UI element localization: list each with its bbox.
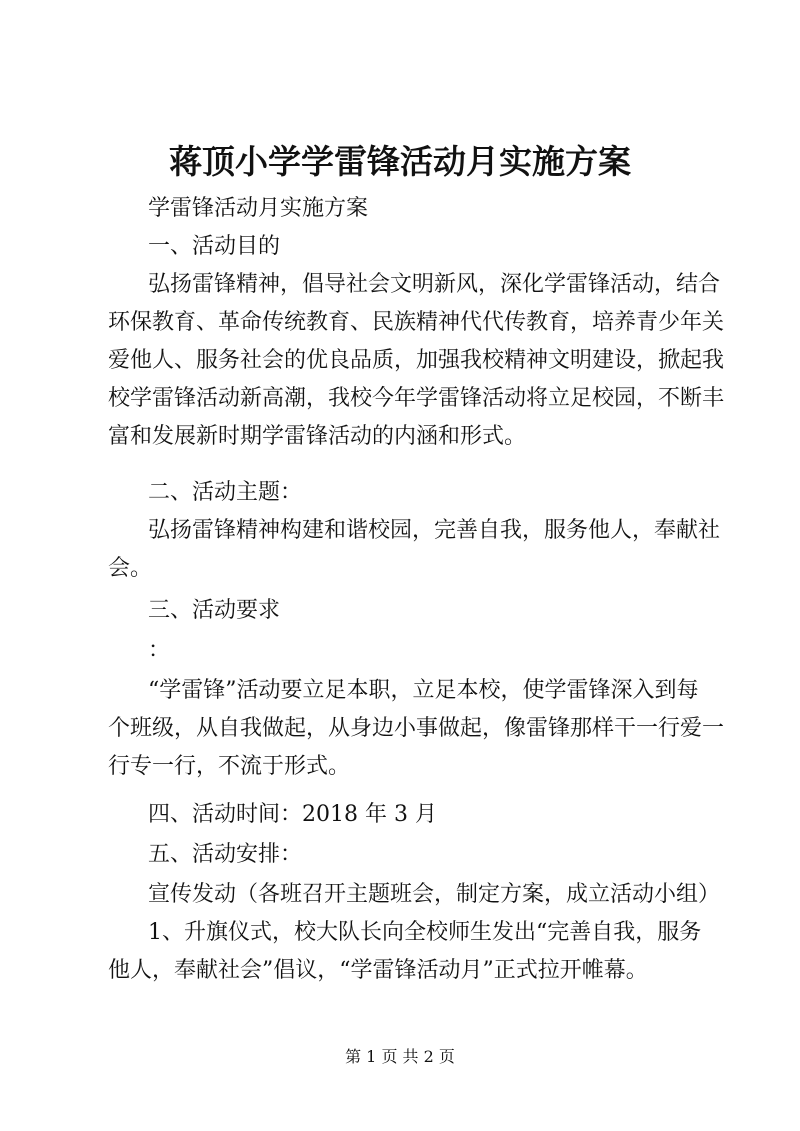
section1-line: 校学雷锋活动新高潮，我校今年学雷锋活动将立足校园，不断丰 <box>108 386 725 411</box>
section4-heading <box>108 796 708 834</box>
section3-heading <box>108 592 708 630</box>
subtitle-text: 学雷锋活动月实施方案 <box>148 196 369 221</box>
document-title: 蒋顶小学学雷锋活动月实施方案 <box>169 142 631 181</box>
section1-heading-text: 一、活动目的 <box>148 234 281 259</box>
section3-line: 行专一行，不流于形式。 <box>108 754 351 779</box>
section3-line: 个班级，从自我做起，从身边小事做起，像雷锋那样干一行爱一 <box>108 716 725 741</box>
section5-intro <box>108 876 721 914</box>
section1-paragraph <box>108 266 725 456</box>
page-footer: 第 1 页 共 2 页 <box>345 1047 455 1066</box>
section2-heading-text: 二、活动主题： <box>148 480 303 505</box>
section1-line: 弘扬雷锋精神，倡导社会文明新风，深化学雷锋活动，结合 <box>148 272 721 297</box>
section1-line: 爱他人、服务社会的优良品质，加强我校精神文明建设，掀起我 <box>108 348 725 373</box>
section2-heading <box>108 474 708 512</box>
section3-colon-text: ： <box>148 638 171 663</box>
section1-line: 富和发展新时期学雷锋活动的内涵和形式。 <box>108 424 527 449</box>
section5-item1 <box>108 914 708 990</box>
section2-line: 会。 <box>108 556 153 581</box>
section3-line: “学雷锋”活动要立足本职，立足本校，使学雷锋深入到每 <box>148 678 699 703</box>
section5-item1-line: 1、升旗仪式，校大队长向全校师生发出“完善自我，服务 <box>148 920 702 945</box>
section1-heading <box>108 228 708 266</box>
section5-heading-text: 五、活动安排： <box>148 842 303 867</box>
section1-line: 环保教育、革命传统教育、民族精神代代传教育，培养青少年关 <box>108 310 725 335</box>
subtitle-paragraph <box>108 190 708 228</box>
section3-colon <box>108 632 708 670</box>
section2-paragraph <box>108 512 721 588</box>
section3-heading-text: 三、活动要求 <box>148 598 281 623</box>
section5-intro-text: 宣传发动（各班召开主题班会，制定方案，成立活动小组） <box>148 882 721 907</box>
section3-paragraph <box>108 672 725 786</box>
section2-line: 弘扬雷锋精神构建和谐校园，完善自我，服务他人，奉献社 <box>148 518 721 543</box>
section5-heading <box>108 836 708 874</box>
section5-item1-line: 他人，奉献社会”倡议，“学雷锋活动月”正式拉开帷幕。 <box>108 958 648 983</box>
section4-heading-text: 四、活动时间：2018 年 3 月 <box>148 802 437 827</box>
